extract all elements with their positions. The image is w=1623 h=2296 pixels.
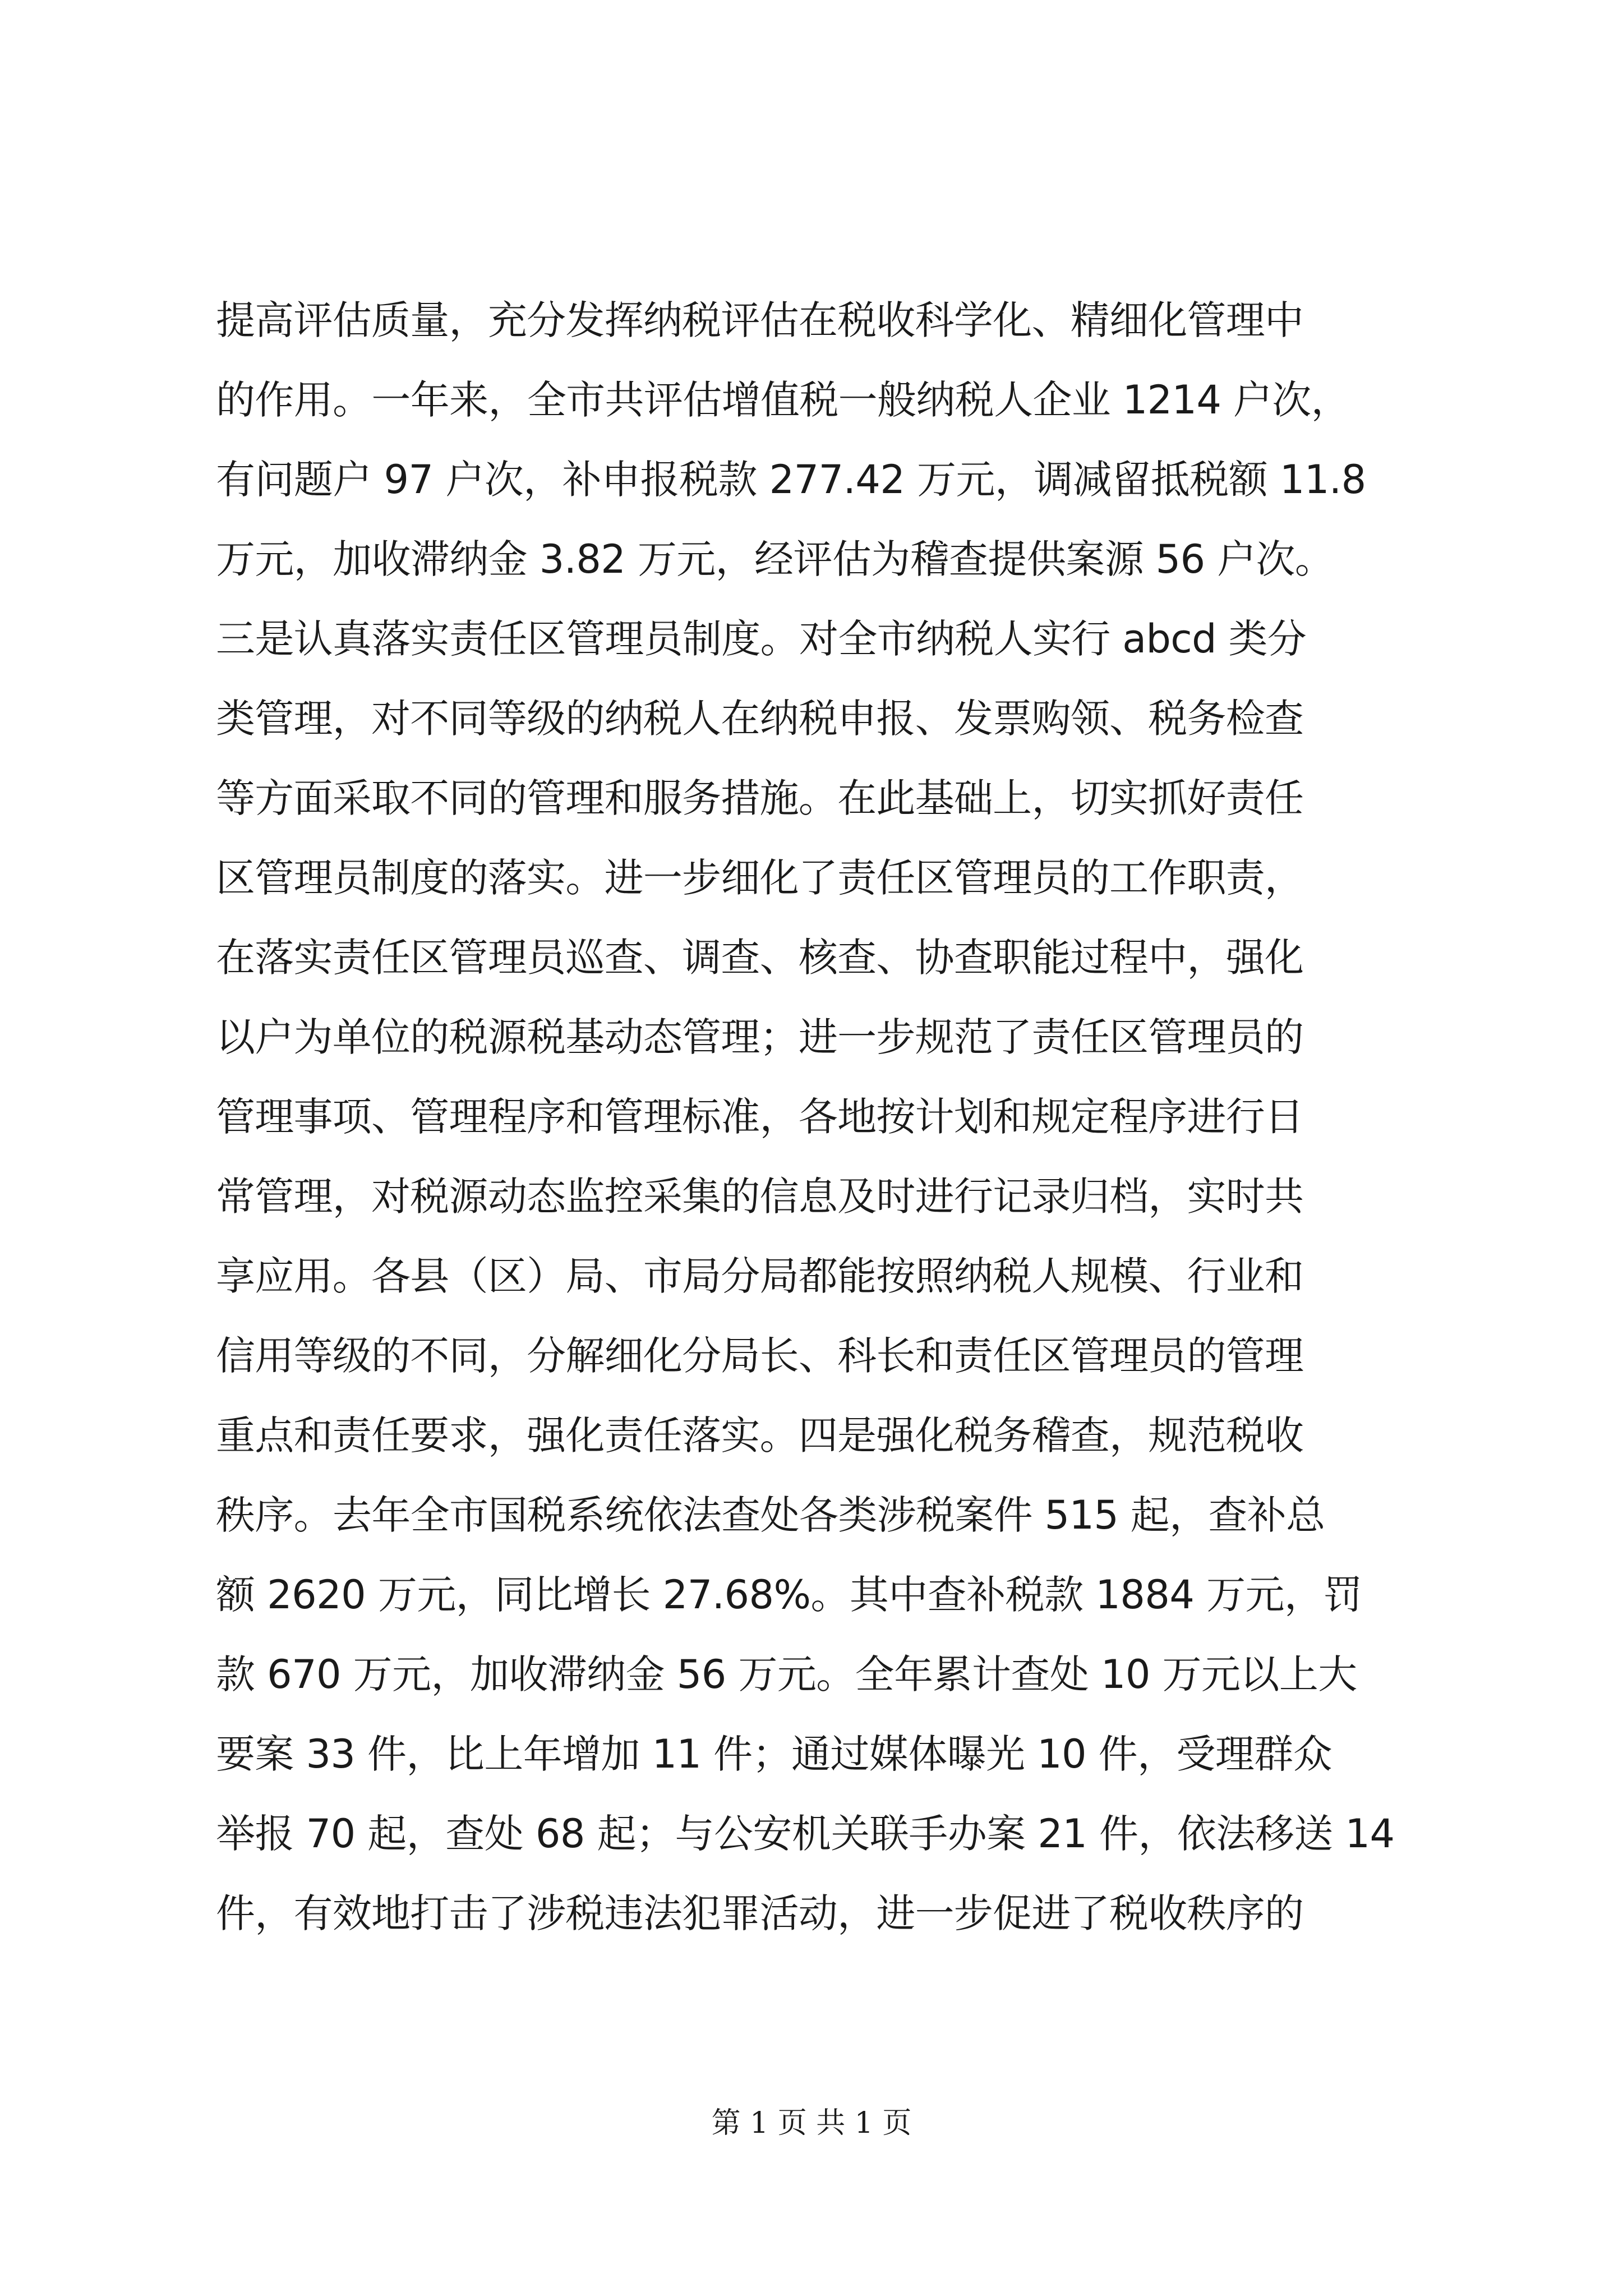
text-line: 等方面采取不同的管理和服务措施。在此基础上，切实抓好责任 <box>216 775 1304 821</box>
text-line: 要案 33 件，比上年增加 11 件；通过媒体曝光 10 件，受理群众 <box>216 1731 1332 1777</box>
text-line: 款 670 万元，加收滞纳金 56 万元。全年累计查处 10 万元以上大 <box>216 1651 1357 1697</box>
text-line: 秩序。去年全市国税系统依法查处各类涉税案件 515 起，查补总 <box>216 1492 1325 1538</box>
text-line: 重点和责任要求，强化责任落实。四是强化税务稽查，规范税收 <box>216 1412 1304 1458</box>
text-line: 有问题户 97 户次，补申报税款 277.42 万元，调减留抵税额 11.8 <box>216 457 1366 503</box>
text-line: 件，有效地打击了涉税违法犯罪活动，进一步促进了税收秩序的 <box>216 1890 1304 1936</box>
page-number: 第 1 页 共 1 页 <box>711 2106 912 2140</box>
text-line: 提高评估质量，充分发挥纳税评估在税收科学化、精细化管理中 <box>216 297 1304 343</box>
text-line: 类管理，对不同等级的纳税人在纳税申报、发票购领、税务检查 <box>216 696 1304 742</box>
text-line: 在落实责任区管理员巡查、调查、核查、协查职能过程中，强化 <box>216 935 1304 981</box>
text-line: 以户为单位的税源税基动态管理；进一步规范了责任区管理员的 <box>216 1014 1304 1060</box>
text-line: 区管理员制度的落实。进一步细化了责任区管理员的工作职责， <box>216 855 1304 901</box>
text-line: 举报 70 起，查处 68 起；与公安机关联手办案 21 件，依法移送 14 <box>216 1811 1395 1857</box>
text-line: 的作用。一年来，全市共评估增值税一般纳税人企业 1214 户次， <box>216 377 1350 423</box>
text-line: 万元，加收滞纳金 3.82 万元，经评估为稽查提供案源 56 户次。 <box>216 536 1334 582</box>
text-line: 额 2620 万元，同比增长 27.68%。其中查补税款 1884 万元，罚 <box>216 1572 1362 1618</box>
page-footer <box>0 2106 1623 2140</box>
text-line: 管理事项、管理程序和管理标准，各地按计划和规定程序进行日 <box>216 1094 1304 1140</box>
body-text <box>216 280 1450 1953</box>
text-line: 享应用。各县（区）局、市局分局都能按照纳税人规模、行业和 <box>216 1253 1304 1299</box>
text-line: 三是认真落实责任区管理员制度。对全市纳税人实行 abcd 类分 <box>216 616 1307 662</box>
text-line: 信用等级的不同，分解细化分局长、科长和责任区管理员的管理 <box>216 1333 1304 1379</box>
text-line: 常管理，对税源动态监控采集的信息及时进行记录归档，实时共 <box>216 1174 1304 1220</box>
